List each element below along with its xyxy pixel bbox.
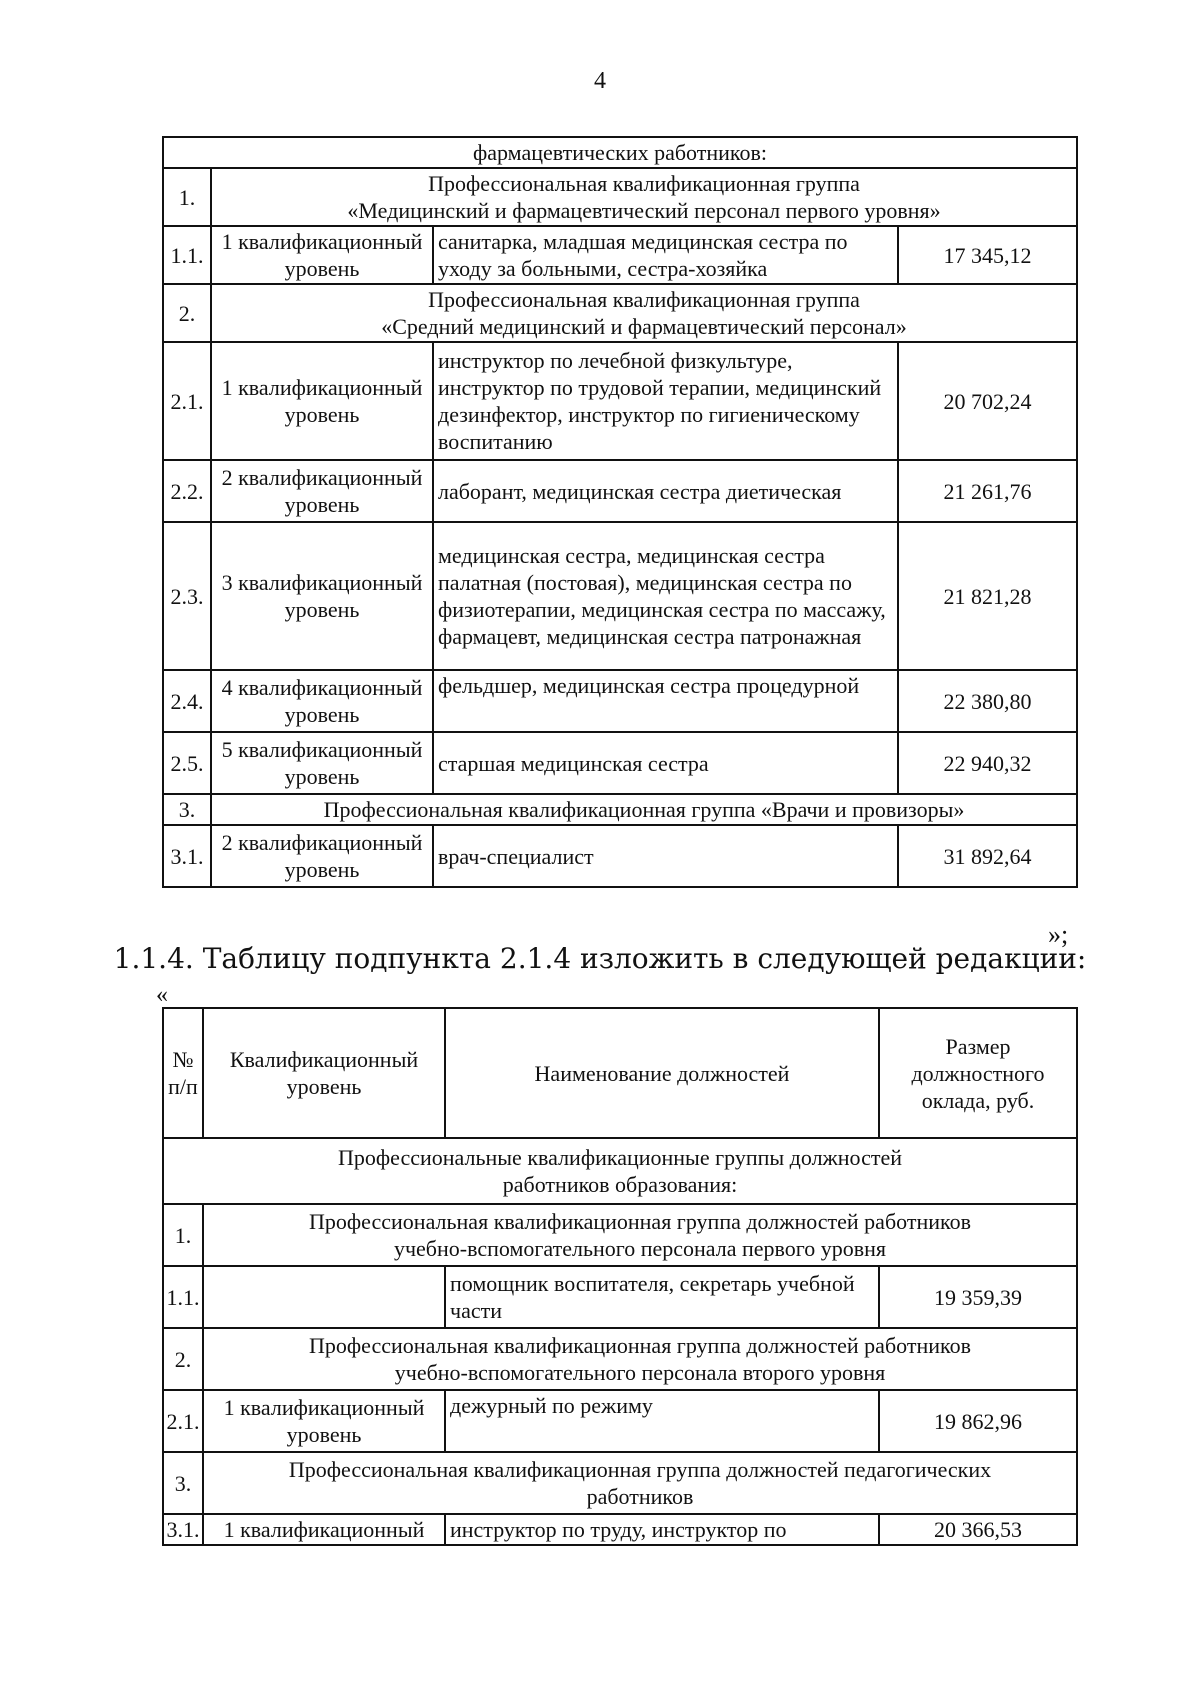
qualification-level: 1 квалификационный уровень [211, 342, 433, 460]
table-row [163, 825, 1077, 887]
table-group-row [163, 1204, 1077, 1266]
qualification-level: 2 квалификационный уровень [211, 825, 433, 887]
position-names: инструктор по труду, инструктор по [445, 1514, 879, 1545]
row-number: 3. [163, 1452, 203, 1514]
table-row [163, 342, 1077, 460]
row-number: 3.1. [163, 1514, 203, 1545]
table-row [163, 1514, 1077, 1545]
table-group-row [163, 1452, 1077, 1514]
qualification-level: 1 квалификационный [203, 1514, 445, 1545]
salary-value: 21 261,76 [898, 460, 1077, 522]
qualification-level: 5 квалификационный уровень [211, 732, 433, 794]
table-continuation-caption: фармацевтических работников: [163, 137, 1077, 168]
opening-quote: « [156, 982, 168, 1008]
row-number: 1. [163, 168, 211, 226]
position-names: санитарка, младшая медицинская сестра по уходу за больными, сестра-хозяйка [433, 226, 898, 284]
salary-value: 22 940,32 [898, 732, 1077, 794]
qualification-level: 1 квалификационный уровень [203, 1390, 445, 1452]
salary-table-medical [162, 136, 1078, 888]
group-title: Профессиональная квалификационная группа должностей работников учебно-вспомогательного персонала первого уровня [203, 1204, 1077, 1266]
table-row [163, 460, 1077, 522]
closing-quote: »; [1048, 920, 1069, 949]
position-names: помощник воспитателя, секретарь учебной части [445, 1266, 879, 1328]
salary-value: 19 359,39 [879, 1266, 1077, 1328]
salary-table-education [162, 1007, 1078, 1546]
table-row [163, 1266, 1077, 1328]
group-title: Профессиональная квалификационная группа должностей работников учебно-вспомогательного персонала второго уровня [203, 1328, 1077, 1390]
row-number: 2.2. [163, 460, 211, 522]
page-number: 4 [594, 68, 606, 94]
salary-value: 20 702,24 [898, 342, 1077, 460]
row-number: 2. [163, 1328, 203, 1390]
table-group-row [163, 794, 1077, 825]
position-names: дежурный по режиму [445, 1390, 879, 1452]
row-number: 2.1. [163, 1390, 203, 1452]
row-number: 3.1. [163, 825, 211, 887]
table-row [163, 732, 1077, 794]
column-header-salary: Размер должностного оклада, руб. [879, 1008, 1077, 1138]
qualification-level: 4 квалификационный уровень [211, 670, 433, 732]
salary-value: 17 345,12 [898, 226, 1077, 284]
table-header-row [163, 1008, 1077, 1138]
qualification-level: 2 квалификационный уровень [211, 460, 433, 522]
column-header-level: Квалификационный уровень [203, 1008, 445, 1138]
row-number: 3. [163, 794, 211, 825]
group-title: Профессиональная квалификационная группа «Медицинский и фармацевтический персонал первого уровня» [211, 168, 1077, 226]
row-number: 1.1. [163, 1266, 203, 1328]
table-group-row [163, 284, 1077, 342]
table-row [163, 226, 1077, 284]
column-header-number: № п/п [163, 1008, 203, 1138]
qualification-level [203, 1266, 445, 1328]
section-heading: 1.1.4. Таблицу подпункта 2.1.4 изложить в следующей редакции: [113, 942, 1087, 975]
row-number: 2.1. [163, 342, 211, 460]
salary-value: 21 821,28 [898, 522, 1077, 670]
row-number: 2. [163, 284, 211, 342]
group-title: Профессиональная квалификационная группа «Врачи и провизоры» [211, 794, 1077, 825]
row-number: 2.4. [163, 670, 211, 732]
table-row [163, 1390, 1077, 1452]
position-names: лаборант, медицинская сестра диетическая [433, 460, 898, 522]
row-number: 2.3. [163, 522, 211, 670]
position-names: старшая медицинская сестра [433, 732, 898, 794]
table-row [163, 670, 1077, 732]
salary-value: 19 862,96 [879, 1390, 1077, 1452]
qualification-level: 1 квалификационный уровень [211, 226, 433, 284]
table-group-row [163, 168, 1077, 226]
row-number: 1. [163, 1204, 203, 1266]
qualification-level: 3 квалификационный уровень [211, 522, 433, 670]
row-number: 2.5. [163, 732, 211, 794]
salary-value: 20 366,53 [879, 1514, 1077, 1545]
position-names: инструктор по лечебной физкультуре, инструктор по трудовой терапии, медицинский дезинфектор, инструктор по гигиеническому воспитанию [433, 342, 898, 460]
group-title: Профессиональная квалификационная группа «Средний медицинский и фармацевтический персонал» [211, 284, 1077, 342]
salary-value: 22 380,80 [898, 670, 1077, 732]
table-group-row [163, 1328, 1077, 1390]
salary-value: 31 892,64 [898, 825, 1077, 887]
row-number: 1.1. [163, 226, 211, 284]
position-names: фельдшер, медицинская сестра процедурной [433, 670, 898, 732]
table-row [163, 522, 1077, 670]
position-names: врач-специалист [433, 825, 898, 887]
position-names: медицинская сестра, медицинская сестра палатная (постовая), медицинская сестра по физиотерапии, медицинская сестра по массажу, фармацевт, медицинская сестра патронажная [433, 522, 898, 670]
table-caption: Профессиональные квалификационные группы должностей работников образования: [163, 1138, 1077, 1204]
group-title: Профессиональная квалификационная группа должностей педагогических работников [203, 1452, 1077, 1514]
column-header-positions: Наименование должностей [445, 1008, 879, 1138]
